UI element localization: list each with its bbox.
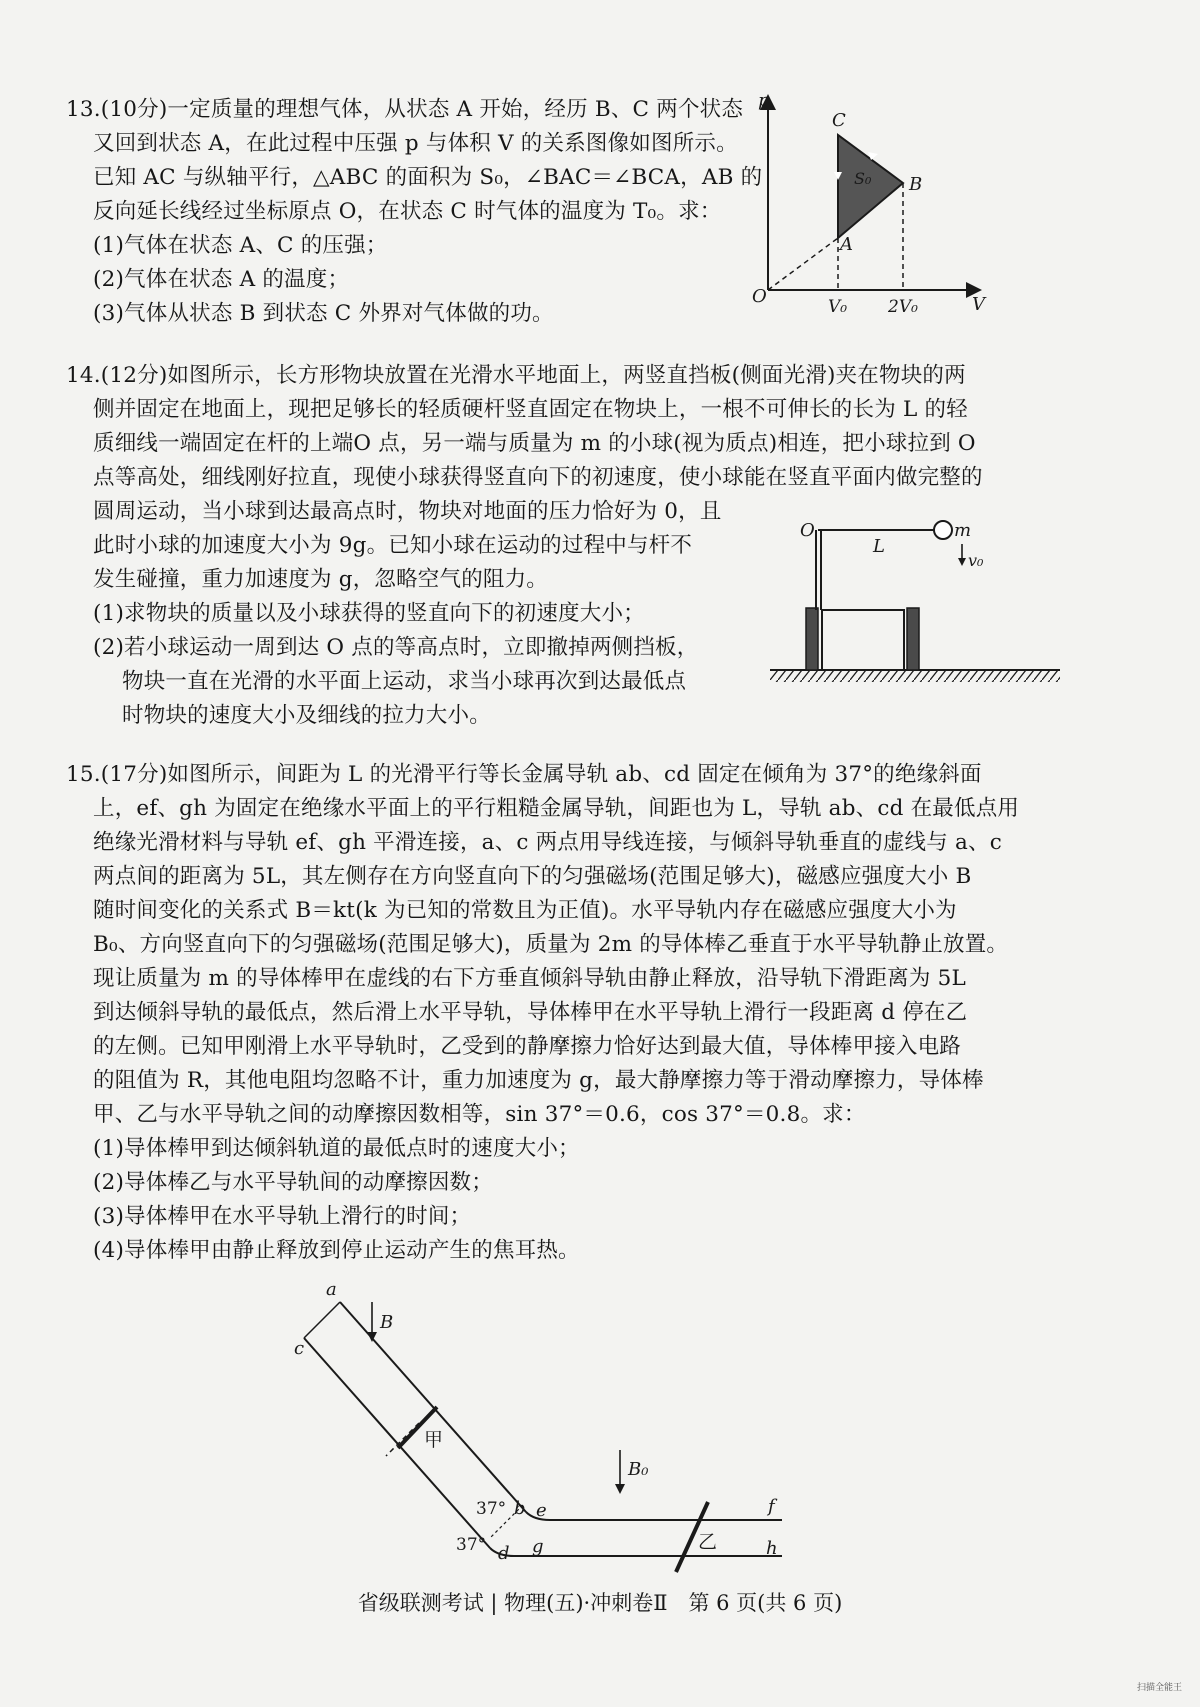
field-b-label: B	[380, 1312, 394, 1333]
q13-line: 13.(10分)一定质量的理想气体，从状态 A 开始，经历 B、C 两个状态	[66, 97, 744, 122]
q13-line: 已知 AC 与纵轴平行，△ABC 的面积为 S₀，∠BAC＝∠BCA，AB 的	[93, 165, 763, 190]
label-f: f	[768, 1496, 775, 1517]
q14-line: 时物块的速度大小及细线的拉力大小。	[122, 703, 491, 728]
q14-line: 物块一直在光滑的水平面上运动，求当小球再次到达最低点	[122, 669, 687, 694]
label-a: a	[326, 1279, 337, 1300]
q15-line: 甲、乙与水平导轨之间的动摩擦因数相等，sin 37°＝0.6，cos 37°＝0.8。求：	[93, 1102, 866, 1127]
q14-line: 发生碰撞，重力加速度为 g，忽略空气的阻力。	[93, 567, 548, 592]
label-e: e	[536, 1500, 547, 1521]
length-l-label: L	[873, 536, 885, 557]
q15-line: 随时间变化的关系式 B＝kt(k 为已知的常数且为正值)。水平导轨内存在磁感应强度大小为	[93, 898, 957, 923]
q15-line: 的阻值为 R，其他电阻均忽略不计，重力加速度为 g，最大静摩擦力等于滑动摩擦力，导体棒	[93, 1068, 984, 1093]
rod-yi-label: 乙	[698, 1531, 718, 1553]
q14-line: 圆周运动，当小球到达最高点时，物块对地面的压力恰好为 0，且	[93, 499, 722, 524]
point-a-label: A	[840, 234, 853, 255]
q13-line: 反向延长线经过坐标原点 O，在状态 C 时气体的温度为 T₀。求：	[93, 199, 722, 224]
q14-line: 侧并固定在地面上，现把足够长的轻质硬杆竖直固定在物块上，一根不可伸长的长为 L 的轻	[93, 397, 968, 422]
q15-line: 现让质量为 m 的导体棒甲在虚线的右下方垂直倾斜导轨由静止释放，沿导轨下滑距离为 5L	[93, 966, 966, 991]
label-g: g	[532, 1536, 544, 1557]
label-h: h	[766, 1538, 778, 1559]
label-d: d	[498, 1543, 510, 1564]
v-axis-label: V	[972, 294, 985, 315]
point-c-label: C	[832, 110, 846, 131]
tick-v0: V₀	[828, 297, 848, 317]
q15-line: (2)导体棒乙与水平导轨间的动摩擦因数；	[93, 1170, 493, 1195]
q15-line: 的左侧。已知甲刚滑上水平导轨时，乙受到的静摩擦力恰好达到最大值，导体棒甲接入电路	[93, 1034, 962, 1059]
q15-line: 两点间的距离为 5L，其左侧存在方向竖直向下的匀强磁场(范围足够大)，磁感应强度大小 B	[93, 864, 972, 889]
pv-diagram	[740, 90, 1000, 330]
q13-line: 又回到状态 A，在此过程中压强 p 与体积 V 的关系图像如图所示。	[93, 131, 738, 156]
angle-top-label: 37°	[476, 1499, 507, 1519]
q14-line: 质细线一端固定在杆的上端O 点，另一端与质量为 m 的小球(视为质点)相连，把小球拉到 O	[93, 431, 976, 456]
q15-line: 上，ef、gh 为固定在绝缘水平面上的平行粗糙金属导轨，间距也为 L，导轨 ab、cd 在最低点用	[93, 796, 1020, 821]
q15-line: 15.(17分)如图所示，间距为 L 的光滑平行等长金属导轨 ab、cd 固定在倾角为 37°的绝缘斜面	[66, 762, 982, 787]
pendulum-block-diagram	[770, 520, 1060, 735]
mass-m-label: m	[954, 520, 972, 541]
q15-line: (3)导体棒甲在水平导轨上滑行的时间；	[93, 1204, 472, 1229]
q13-line: (1)气体在状态 A、C 的压强；	[93, 233, 388, 258]
p-axis-label: p	[758, 90, 770, 111]
label-b: b	[514, 1498, 526, 1519]
q14-line: (2)若小球运动一周到达 O 点的等高点时，立即撤掉两侧挡板，	[93, 635, 699, 660]
scanner-watermark: 扫描全能王	[1136, 1683, 1182, 1693]
rod-jia-label: 甲	[424, 1429, 444, 1451]
q13-line: (3)气体从状态 B 到状态 C 外界对气体做的功。	[93, 301, 554, 326]
page-footer: 省级联测考试 | 物理(五)·冲刺卷Ⅱ 第 6 页(共 6 页)	[357, 1591, 843, 1615]
point-b-label: B	[909, 174, 923, 195]
origin-label: O	[752, 286, 767, 307]
label-c: c	[294, 1338, 305, 1359]
tick-2v0: 2V₀	[888, 297, 918, 317]
q15-line: 到达倾斜导轨的最低点，然后滑上水平导轨，导体棒甲在水平导轨上滑行一段距离 d 停在乙	[93, 1000, 968, 1025]
q15-line: (1)导体棒甲到达倾斜轨道的最低点时的速度大小；	[93, 1136, 580, 1161]
q15-line: B₀、方向竖直向下的匀强磁场(范围足够大)，质量为 2m 的导体棒乙垂直于水平导轨静止放置。	[93, 932, 1009, 957]
rail-diagram	[294, 1279, 860, 1564]
point-o-label: O	[800, 520, 815, 541]
v0-label: v₀	[968, 551, 984, 570]
q14-line: 点等高处，细线刚好拉直，现使小球获得竖直向下的初速度，使小球能在竖直平面内做完整的	[93, 465, 983, 490]
area-s0-label: S₀	[854, 169, 872, 188]
q14-line: (1)求物块的质量以及小球获得的竖直向下的初速度大小；	[93, 601, 645, 626]
q14-line: 14.(12分)如图所示，长方形物块放置在光滑水平地面上，两竖直挡板(侧面光滑)夹在物块的两	[66, 363, 966, 388]
field-b0-label: B₀	[628, 1459, 649, 1480]
q15-line: 绝缘光滑材料与导轨 ef、gh 平滑连接，a、c 两点用导线连接，与倾斜导轨垂直的虚线与 a、c	[93, 830, 1002, 855]
q15-line: (4)导体棒甲由静止释放到停止运动产生的焦耳热。	[93, 1238, 580, 1263]
angle-bottom-label: 37°	[456, 1535, 487, 1555]
q14-line: 此时小球的加速度大小为 9g。已知小球在运动的过程中与杆不	[93, 533, 693, 558]
q13-line: (2)气体在状态 A 的温度；	[93, 267, 350, 292]
